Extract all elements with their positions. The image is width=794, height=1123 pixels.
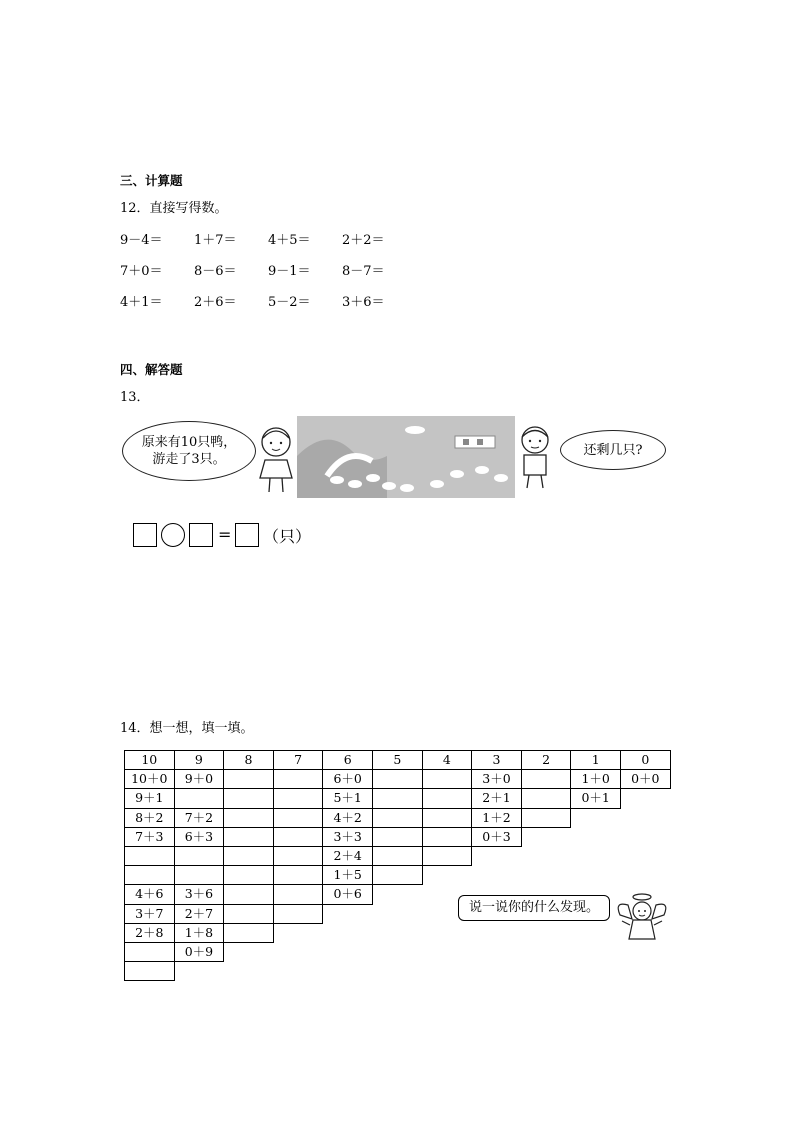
table-cell: 6＋0 [322,769,373,789]
table-cell[interactable] [273,827,324,847]
calc-item: 4＋1＝ [120,295,163,310]
pond-scene-drawing [297,416,515,498]
table-cell: 3＋6 [174,884,225,904]
table-cell[interactable] [124,961,175,981]
bubble-left-line-2: 游走了3只。 [152,452,226,467]
table-cell[interactable] [273,884,324,904]
calc-item: 2＋6＝ [194,295,237,310]
calc-item: 8－7＝ [342,264,385,279]
girl-illustration [252,422,302,496]
calc-item: 9－1＝ [268,264,311,279]
calc-item: 5－2＝ [268,295,311,310]
table-cell[interactable] [422,788,473,808]
table-cell: 0＋9 [174,942,225,962]
table-cell: 7＋3 [124,827,175,847]
table-cell: 7＋2 [174,808,225,828]
table-header-cell: 6 [322,750,373,770]
table-cell[interactable] [223,923,274,943]
table-cell: 10＋0 [124,769,175,789]
table-cell[interactable] [223,904,274,924]
table-header-cell: 3 [471,750,522,770]
table-cell: 2＋1 [471,788,522,808]
table-cell[interactable] [273,788,324,808]
table-cell: 8＋2 [124,808,175,828]
table-header-cell: 4 [422,750,473,770]
table-cell: 9＋0 [174,769,225,789]
table-cell[interactable] [422,827,473,847]
table-cell: 0＋3 [471,827,522,847]
table-header-cell: 1 [570,750,621,770]
table-cell: 1＋2 [471,808,522,828]
calc-item: 3＋6＝ [342,295,385,310]
table-cell[interactable] [174,865,225,885]
table-header-cell: 8 [223,750,274,770]
table-cell: 3＋7 [124,904,175,924]
table-cell[interactable] [223,769,274,789]
answer-unit: （只） [263,527,312,546]
table-cell: 0＋1 [570,788,621,808]
answer-box-1[interactable] [133,523,157,547]
table-cell: 4＋2 [322,808,373,828]
equals-sign: = [218,525,232,544]
table-cell[interactable] [124,942,175,962]
calc-item: 4＋5＝ [268,233,311,248]
table-cell[interactable] [372,769,423,789]
question-13-label: 13． [120,390,150,405]
speech-bubble-left [122,421,256,481]
speech-bubble-right [560,430,666,470]
table-cell[interactable] [174,846,225,866]
calc-item: 7＋0＝ [120,264,163,279]
calc-row-1 [120,229,416,248]
table-cell: 5＋1 [322,788,373,808]
table-cell[interactable] [124,846,175,866]
question-12-prompt: 12．直接写得数。 [120,201,228,216]
bubble-left-line-1: 原来有10只鸭， [141,435,237,450]
table-cell: 1＋0 [570,769,621,789]
table-cell: 6＋3 [174,827,225,847]
table-cell[interactable] [372,827,423,847]
table-cell[interactable] [174,788,225,808]
answer-box-2[interactable] [189,523,213,547]
calc-row-2 [120,260,416,279]
table-cell: 9＋1 [124,788,175,808]
table-cell[interactable] [273,904,324,924]
table-cell[interactable] [521,788,572,808]
table-cell[interactable] [273,808,324,828]
table-cell: 2＋8 [124,923,175,943]
table-cell[interactable] [223,846,274,866]
table-cell[interactable] [273,846,324,866]
table-cell[interactable] [521,808,572,828]
section-title-calculation: 三、计算题 [120,173,183,188]
angel-illustration [612,891,668,947]
discovery-prompt-bubble [458,895,610,921]
table-cell[interactable] [223,865,274,885]
question-14-prompt: 14．想一想，填一填。 [120,721,254,736]
table-header-cell: 5 [372,750,423,770]
table-cell[interactable] [273,769,324,789]
table-header-cell: 10 [124,750,175,770]
calc-item: 1＋7＝ [194,233,237,248]
table-cell[interactable] [372,808,423,828]
table-cell: 2＋7 [174,904,225,924]
table-cell: 0＋0 [620,769,671,789]
table-header-cell: 7 [273,750,324,770]
table-cell[interactable] [372,865,423,885]
section-title-word-problems: 四、解答题 [120,362,183,377]
table-cell[interactable] [422,808,473,828]
table-cell: 3＋3 [322,827,373,847]
table-cell[interactable] [521,769,572,789]
pond-scene-image [297,416,515,498]
calc-item: 2＋2＝ [342,233,385,248]
bubble-right-text: 还剩几只? [583,442,643,458]
table-cell[interactable] [223,808,274,828]
table-cell[interactable] [372,846,423,866]
table-cell[interactable] [223,788,274,808]
answer-operator-circle[interactable] [161,523,185,547]
table-cell[interactable] [422,769,473,789]
boy-illustration [512,420,558,492]
table-cell[interactable] [422,846,473,866]
table-cell: 2＋4 [322,846,373,866]
table-cell[interactable] [223,884,274,904]
table-header-cell: 9 [174,750,225,770]
table-cell[interactable] [372,788,423,808]
table-cell: 4＋6 [124,884,175,904]
table-cell[interactable] [223,827,274,847]
answer-box-result[interactable] [235,523,259,547]
table-cell[interactable] [124,865,175,885]
calc-row-3 [120,291,416,310]
table-cell: 0＋6 [322,884,373,904]
calc-item: 8－6＝ [194,264,237,279]
table-cell: 1＋5 [322,865,373,885]
table-cell: 3＋0 [471,769,522,789]
table-cell[interactable] [273,865,324,885]
calc-item: 9－4＝ [120,233,163,248]
table-header-cell: 0 [620,750,671,770]
discovery-prompt-text: 说一说你的什么发现。 [468,900,599,915]
table-header-cell: 2 [521,750,572,770]
table-cell: 1＋8 [174,923,225,943]
